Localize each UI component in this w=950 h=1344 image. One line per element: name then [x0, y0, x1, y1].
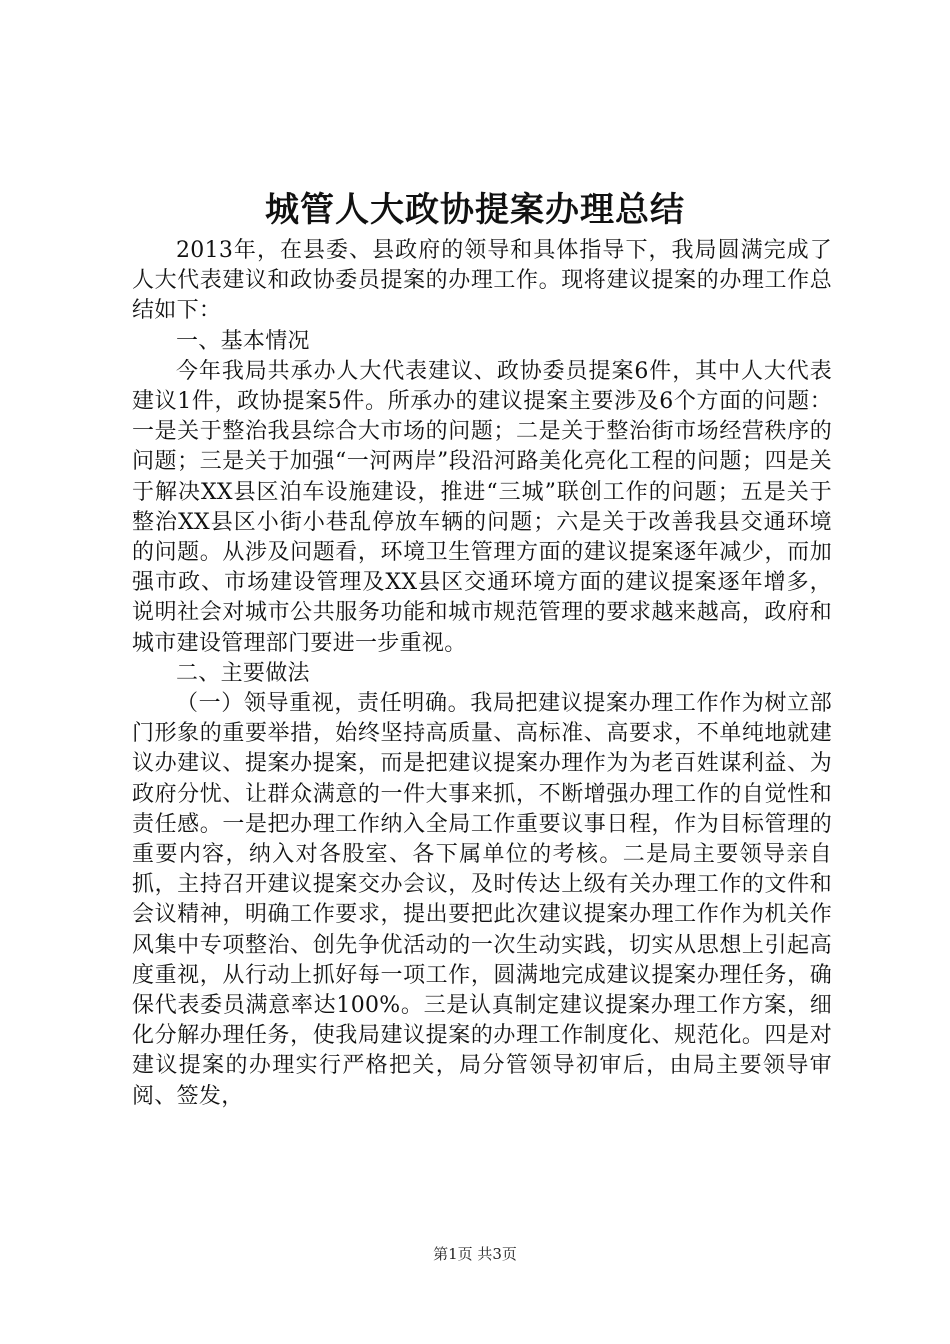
page-footer: 第1页 共3页	[433, 1245, 517, 1263]
intro-paragraph: 2013年，在县委、县政府的领导和具体指导下，我局圆满完成了人大代表建议和政协委员提案的办理工作。现将建议提案的办理工作总结如下：	[132, 238, 832, 324]
section-heading-main-practices: 二、主要做法	[176, 660, 310, 686]
basic-situation-paragraph: 今年我局共承办人大代表建议、政协委员提案6件，其中人大代表建议1件，政协提案5件。所承办的建议提案主要涉及6个方面的问题：一是关于整治我县综合大市场的问题；二是关于整治街市场经营秩序的问题；三是关于加强“一河两岸”段沿河路美化亮化工程的问题；四是关于解决XX县区泊车设施建设，推进“三城”联创工作的问题；五是关于整治XX县区小街小巷乱停放车辆的问题；六是关于改善我县交通环境的问题。从涉及问题看，环境卫生管理方面的建议提案逐年减少，而加强市政、市场建设管理及XX县区交通环境方面的建议提案逐年增多，说明社会对城市公共服务功能和城市规范管理的要求越来越高，政府和城市建设管理部门要进一步重视。	[132, 358, 832, 656]
section-heading-basic-situation: 一、基本情况	[176, 328, 310, 354]
main-practices-paragraph: （一）领导重视，责任明确。我局把建议提案办理工作作为树立部门形象的重要举措，始终坚持高质量、高标准、高要求，不单纯地就建议办建议、提案办提案，而是把建议提案办理作为为老百姓谋利益、为政府分忧、让群众满意的一件大事来抓，不断增强办理工作的自觉性和责任感。一是把办理工作纳入全局工作重要议事日程，作为目标管理的重要内容，纳入对各股室、各下属单位的考核。二是局主要领导亲自抓，主持召开建议提案交办会议，及时传达上级有关办理工作的文件和会议精神，明确工作要求，提出要把此次建议提案办理工作作为机关作风集中专项整治、创先争优活动的一次生动实践，切实从思想上引起高度重视，从行动上抓好每一项工作，圆满地完成建议提案办理任务，确保代表委员满意率达100%。三是认真制定建议提案办理工作方案，细化分解办理任务，使我局建议提案的办理工作制度化、规范化。四是对建议提案的办理实行严格把关，局分管领导初审后，由局主要领导审阅、签发，	[132, 691, 832, 1109]
document-title: 城管人大政协提案办理总结	[265, 190, 685, 230]
document-body	[132, 236, 832, 1112]
